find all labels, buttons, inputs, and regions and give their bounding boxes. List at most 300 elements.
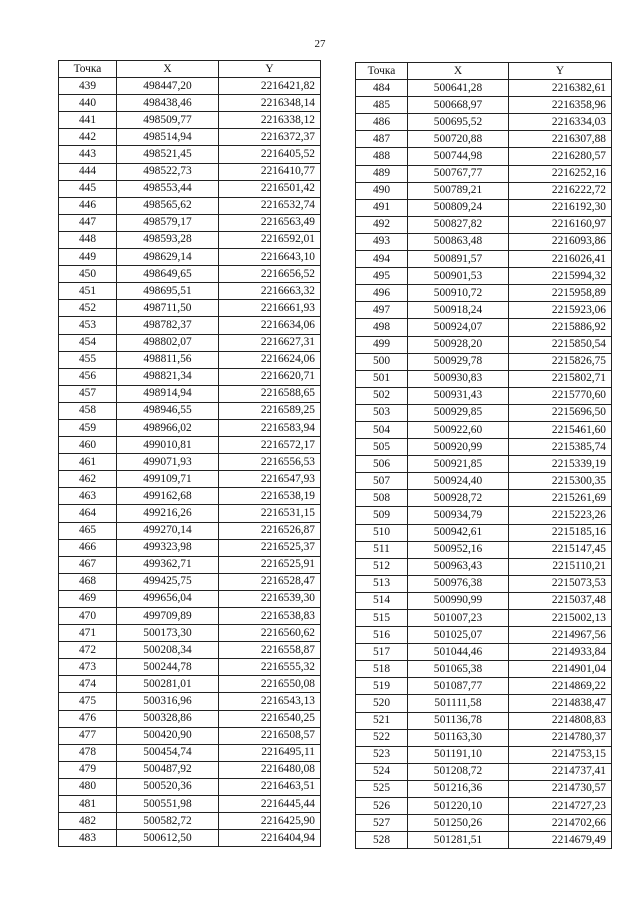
point-number: 496 — [356, 285, 408, 302]
table-row — [59, 95, 321, 112]
table-row — [356, 97, 612, 114]
table-row — [356, 268, 612, 285]
point-number: 490 — [356, 182, 408, 199]
table-row — [356, 131, 612, 148]
y-coordinate: 2216555,32 — [219, 659, 321, 676]
table-row — [59, 163, 321, 180]
table-row — [59, 608, 321, 625]
table-row — [356, 592, 612, 609]
x-coordinate: 500420,90 — [117, 727, 219, 744]
point-number: 492 — [356, 216, 408, 233]
point-number: 443 — [59, 146, 117, 163]
page-number: 27 — [314, 38, 326, 50]
table-row — [59, 659, 321, 676]
table-row — [356, 610, 612, 627]
y-coordinate: 2216583,94 — [219, 419, 321, 436]
table-row — [356, 490, 612, 507]
y-coordinate: 2215073,53 — [509, 575, 612, 592]
x-coordinate: 500928,20 — [408, 336, 509, 353]
table-row — [59, 590, 321, 607]
table-row — [356, 439, 612, 456]
point-number: 472 — [59, 642, 117, 659]
point-number: 440 — [59, 95, 117, 112]
point-number: 462 — [59, 471, 117, 488]
point-number: 509 — [356, 507, 408, 524]
table-row — [356, 80, 612, 97]
table-row — [59, 830, 321, 847]
table-row — [356, 456, 612, 473]
point-number: 454 — [59, 334, 117, 351]
table-row — [356, 832, 612, 849]
y-coordinate: 2214737,41 — [509, 763, 612, 780]
x-coordinate: 498565,62 — [117, 197, 219, 214]
table-row — [59, 385, 321, 402]
table-row — [356, 575, 612, 592]
table-row — [59, 454, 321, 471]
table-row — [59, 78, 321, 95]
x-coordinate: 500487,92 — [117, 761, 219, 778]
y-coordinate: 2216634,06 — [219, 317, 321, 334]
point-number: 519 — [356, 678, 408, 695]
table-row — [59, 727, 321, 744]
x-coordinate: 498438,46 — [117, 95, 219, 112]
table-header-row — [356, 63, 612, 80]
x-coordinate: 500328,86 — [117, 710, 219, 727]
y-coordinate: 2214702,66 — [509, 815, 612, 832]
y-coordinate: 2216382,61 — [509, 80, 612, 97]
x-coordinate: 500520,36 — [117, 778, 219, 795]
x-coordinate: 501136,78 — [408, 712, 509, 729]
point-number: 464 — [59, 505, 117, 522]
y-coordinate: 2216624,06 — [219, 351, 321, 368]
x-coordinate: 501208,72 — [408, 763, 509, 780]
y-coordinate: 2216538,83 — [219, 608, 321, 625]
y-coordinate: 2216405,52 — [219, 146, 321, 163]
point-number: 452 — [59, 300, 117, 317]
x-coordinate: 498782,37 — [117, 317, 219, 334]
point-number: 450 — [59, 266, 117, 283]
x-coordinate: 499162,68 — [117, 488, 219, 505]
x-coordinate: 501250,26 — [408, 815, 509, 832]
table-row — [356, 558, 612, 575]
header-point: Точка — [356, 63, 408, 80]
point-number: 510 — [356, 524, 408, 541]
x-coordinate: 498447,20 — [117, 78, 219, 95]
x-coordinate: 498521,45 — [117, 146, 219, 163]
y-coordinate: 2216528,47 — [219, 573, 321, 590]
table-row — [356, 251, 612, 268]
table-row — [356, 473, 612, 490]
y-coordinate: 2215339,19 — [509, 456, 612, 473]
y-coordinate: 2216252,16 — [509, 165, 612, 182]
y-coordinate: 2216572,17 — [219, 437, 321, 454]
table-row — [356, 763, 612, 780]
point-number: 455 — [59, 351, 117, 368]
point-number: 493 — [356, 233, 408, 250]
point-number: 453 — [59, 317, 117, 334]
table-row — [59, 180, 321, 197]
x-coordinate: 500551,98 — [117, 796, 219, 813]
table-row — [59, 300, 321, 317]
x-coordinate: 499709,89 — [117, 608, 219, 625]
y-coordinate: 2216656,52 — [219, 266, 321, 283]
y-coordinate: 2214808,83 — [509, 712, 612, 729]
table-row — [59, 214, 321, 231]
table-row — [356, 233, 612, 250]
x-coordinate: 501163,30 — [408, 729, 509, 746]
point-number: 484 — [356, 80, 408, 97]
y-coordinate: 2216588,65 — [219, 385, 321, 402]
table-row — [59, 334, 321, 351]
y-coordinate: 2216547,93 — [219, 471, 321, 488]
point-number: 471 — [59, 625, 117, 642]
x-coordinate: 498593,28 — [117, 231, 219, 248]
x-coordinate: 498811,56 — [117, 351, 219, 368]
y-coordinate: 2214730,57 — [509, 780, 612, 797]
point-number: 506 — [356, 456, 408, 473]
table-row — [356, 148, 612, 165]
point-number: 489 — [356, 165, 408, 182]
y-coordinate: 2214838,47 — [509, 695, 612, 712]
x-coordinate: 499010,81 — [117, 437, 219, 454]
y-coordinate: 2216280,57 — [509, 148, 612, 165]
point-number: 441 — [59, 112, 117, 129]
y-coordinate: 2216501,42 — [219, 180, 321, 197]
point-number: 518 — [356, 661, 408, 678]
table-row — [59, 693, 321, 710]
table-row — [356, 644, 612, 661]
table-row — [356, 114, 612, 131]
y-coordinate: 2215037,48 — [509, 592, 612, 609]
x-coordinate: 498509,77 — [117, 112, 219, 129]
point-number: 517 — [356, 644, 408, 661]
x-coordinate: 498821,34 — [117, 368, 219, 385]
x-coordinate: 501065,38 — [408, 661, 509, 678]
table-row — [356, 421, 612, 438]
y-coordinate: 2216539,30 — [219, 590, 321, 607]
point-number: 494 — [356, 251, 408, 268]
y-coordinate: 2216620,71 — [219, 368, 321, 385]
point-number: 528 — [356, 832, 408, 849]
y-coordinate: 2215261,69 — [509, 490, 612, 507]
x-coordinate: 501087,77 — [408, 678, 509, 695]
x-coordinate: 500929,85 — [408, 404, 509, 421]
point-number: 516 — [356, 627, 408, 644]
point-number: 488 — [356, 148, 408, 165]
y-coordinate: 2216348,14 — [219, 95, 321, 112]
table-row — [356, 353, 612, 370]
table-row — [59, 471, 321, 488]
point-number: 451 — [59, 283, 117, 300]
x-coordinate: 500910,72 — [408, 285, 509, 302]
table-header-row — [59, 61, 321, 78]
y-coordinate: 2215300,35 — [509, 473, 612, 490]
y-coordinate: 2214901,04 — [509, 661, 612, 678]
point-number: 527 — [356, 815, 408, 832]
y-coordinate: 2216495,11 — [219, 744, 321, 761]
point-number: 458 — [59, 402, 117, 419]
y-coordinate: 2216661,93 — [219, 300, 321, 317]
y-coordinate: 2216525,37 — [219, 539, 321, 556]
x-coordinate: 500924,07 — [408, 319, 509, 336]
y-coordinate: 2215770,60 — [509, 387, 612, 404]
point-number: 478 — [59, 744, 117, 761]
point-number: 522 — [356, 729, 408, 746]
x-coordinate: 500244,78 — [117, 659, 219, 676]
y-coordinate: 2215223,26 — [509, 507, 612, 524]
y-coordinate: 2216425,90 — [219, 813, 321, 830]
coordinates-table-left — [58, 60, 321, 847]
y-coordinate: 2215002,13 — [509, 610, 612, 627]
x-coordinate: 501111,58 — [408, 695, 509, 712]
table-row — [356, 524, 612, 541]
table-row — [356, 370, 612, 387]
x-coordinate: 500582,72 — [117, 813, 219, 830]
y-coordinate: 2215385,74 — [509, 439, 612, 456]
x-coordinate: 500316,96 — [117, 693, 219, 710]
point-number: 445 — [59, 180, 117, 197]
x-coordinate: 500931,43 — [408, 387, 509, 404]
y-coordinate: 2215185,16 — [509, 524, 612, 541]
y-coordinate: 2216093,86 — [509, 233, 612, 250]
x-coordinate: 501044,46 — [408, 644, 509, 661]
y-coordinate: 2216558,87 — [219, 642, 321, 659]
x-coordinate: 501220,10 — [408, 798, 509, 815]
table-row — [59, 402, 321, 419]
y-coordinate: 2216222,72 — [509, 182, 612, 199]
point-number: 491 — [356, 199, 408, 216]
table-row — [356, 661, 612, 678]
y-coordinate: 2216643,10 — [219, 249, 321, 266]
y-coordinate: 2216192,30 — [509, 199, 612, 216]
y-coordinate: 2216410,77 — [219, 163, 321, 180]
x-coordinate: 500454,74 — [117, 744, 219, 761]
x-coordinate: 499656,04 — [117, 590, 219, 607]
x-coordinate: 500641,28 — [408, 80, 509, 97]
header-x: X — [117, 61, 219, 78]
x-coordinate: 500924,40 — [408, 473, 509, 490]
x-coordinate: 500695,52 — [408, 114, 509, 131]
y-coordinate: 2216334,03 — [509, 114, 612, 131]
x-coordinate: 498553,44 — [117, 180, 219, 197]
point-number: 513 — [356, 575, 408, 592]
point-number: 524 — [356, 763, 408, 780]
point-number: 481 — [59, 796, 117, 813]
x-coordinate: 500921,85 — [408, 456, 509, 473]
point-number: 475 — [59, 693, 117, 710]
point-number: 486 — [356, 114, 408, 131]
x-coordinate: 500281,01 — [117, 676, 219, 693]
table-row — [59, 505, 321, 522]
point-number: 495 — [356, 268, 408, 285]
point-number: 479 — [59, 761, 117, 778]
table-row — [59, 642, 321, 659]
header-x: X — [408, 63, 509, 80]
point-number: 498 — [356, 319, 408, 336]
x-coordinate: 500901,53 — [408, 268, 509, 285]
x-coordinate: 500934,79 — [408, 507, 509, 524]
y-coordinate: 2215802,71 — [509, 370, 612, 387]
y-coordinate: 2215850,54 — [509, 336, 612, 353]
table-row — [59, 761, 321, 778]
point-number: 470 — [59, 608, 117, 625]
point-number: 487 — [356, 131, 408, 148]
x-coordinate: 500208,34 — [117, 642, 219, 659]
y-coordinate: 2214753,15 — [509, 746, 612, 763]
y-coordinate: 2216421,82 — [219, 78, 321, 95]
table-row — [356, 746, 612, 763]
point-number: 508 — [356, 490, 408, 507]
table-row — [59, 556, 321, 573]
x-coordinate: 500952,16 — [408, 541, 509, 558]
coordinates-table-right — [355, 62, 612, 849]
point-number: 483 — [59, 830, 117, 847]
x-coordinate: 500744,98 — [408, 148, 509, 165]
y-coordinate: 2214727,23 — [509, 798, 612, 815]
table-row — [356, 404, 612, 421]
point-number: 449 — [59, 249, 117, 266]
point-number: 514 — [356, 592, 408, 609]
point-number: 499 — [356, 336, 408, 353]
table-row — [356, 815, 612, 832]
point-number: 505 — [356, 439, 408, 456]
x-coordinate: 498629,14 — [117, 249, 219, 266]
table-row — [356, 729, 612, 746]
table-row — [59, 710, 321, 727]
y-coordinate: 2216526,87 — [219, 522, 321, 539]
x-coordinate: 500173,30 — [117, 625, 219, 642]
x-coordinate: 499270,14 — [117, 522, 219, 539]
table-row — [59, 573, 321, 590]
y-coordinate: 2216404,94 — [219, 830, 321, 847]
y-coordinate: 2214933,84 — [509, 644, 612, 661]
x-coordinate: 500789,21 — [408, 182, 509, 199]
point-number: 460 — [59, 437, 117, 454]
x-coordinate: 498649,65 — [117, 266, 219, 283]
y-coordinate: 2216550,08 — [219, 676, 321, 693]
table-row — [59, 112, 321, 129]
x-coordinate: 499216,26 — [117, 505, 219, 522]
x-coordinate: 499323,98 — [117, 539, 219, 556]
point-number: 497 — [356, 302, 408, 319]
x-coordinate: 499109,71 — [117, 471, 219, 488]
y-coordinate: 2216589,25 — [219, 402, 321, 419]
y-coordinate: 2216026,41 — [509, 251, 612, 268]
y-coordinate: 2215461,60 — [509, 421, 612, 438]
x-coordinate: 498946,55 — [117, 402, 219, 419]
x-coordinate: 500668,97 — [408, 97, 509, 114]
point-number: 526 — [356, 798, 408, 815]
point-number: 500 — [356, 353, 408, 370]
point-number: 507 — [356, 473, 408, 490]
header-y: Y — [219, 61, 321, 78]
x-coordinate: 501007,23 — [408, 610, 509, 627]
point-number: 523 — [356, 746, 408, 763]
y-coordinate: 2214780,37 — [509, 729, 612, 746]
y-coordinate: 2215696,50 — [509, 404, 612, 421]
table-row — [356, 216, 612, 233]
header-point: Точка — [59, 61, 117, 78]
y-coordinate: 2215923,06 — [509, 302, 612, 319]
y-coordinate: 2215147,45 — [509, 541, 612, 558]
y-coordinate: 2216560,62 — [219, 625, 321, 642]
x-coordinate: 500767,77 — [408, 165, 509, 182]
point-number: 473 — [59, 659, 117, 676]
table-row — [356, 678, 612, 695]
x-coordinate: 500990,99 — [408, 592, 509, 609]
x-coordinate: 500827,82 — [408, 216, 509, 233]
point-number: 468 — [59, 573, 117, 590]
x-coordinate: 498711,50 — [117, 300, 219, 317]
point-number: 459 — [59, 419, 117, 436]
table-row — [59, 368, 321, 385]
x-coordinate: 500928,72 — [408, 490, 509, 507]
x-coordinate: 500891,57 — [408, 251, 509, 268]
y-coordinate: 2216543,13 — [219, 693, 321, 710]
x-coordinate: 500922,60 — [408, 421, 509, 438]
y-coordinate: 2216540,25 — [219, 710, 321, 727]
y-coordinate: 2216532,74 — [219, 197, 321, 214]
table-row — [59, 437, 321, 454]
y-coordinate: 2214679,49 — [509, 832, 612, 849]
x-coordinate: 500930,83 — [408, 370, 509, 387]
table-row — [356, 627, 612, 644]
y-coordinate: 2215826,75 — [509, 353, 612, 370]
table-row — [356, 695, 612, 712]
x-coordinate: 500963,43 — [408, 558, 509, 575]
x-coordinate: 500920,99 — [408, 439, 509, 456]
x-coordinate: 501191,10 — [408, 746, 509, 763]
point-number: 485 — [356, 97, 408, 114]
x-coordinate: 498579,17 — [117, 214, 219, 231]
table-row — [59, 317, 321, 334]
point-number: 466 — [59, 539, 117, 556]
point-number: 461 — [59, 454, 117, 471]
point-number: 477 — [59, 727, 117, 744]
table-row — [59, 266, 321, 283]
point-number: 463 — [59, 488, 117, 505]
x-coordinate: 498802,07 — [117, 334, 219, 351]
point-number: 480 — [59, 778, 117, 795]
point-number: 465 — [59, 522, 117, 539]
table-row — [356, 798, 612, 815]
x-coordinate: 498966,02 — [117, 419, 219, 436]
table-row — [59, 197, 321, 214]
x-coordinate: 500929,78 — [408, 353, 509, 370]
table-row — [59, 539, 321, 556]
y-coordinate: 2215958,89 — [509, 285, 612, 302]
y-coordinate: 2214869,22 — [509, 678, 612, 695]
x-coordinate: 498522,73 — [117, 163, 219, 180]
x-coordinate: 501281,51 — [408, 832, 509, 849]
y-coordinate: 2216358,96 — [509, 97, 612, 114]
table-row — [356, 541, 612, 558]
x-coordinate: 500942,61 — [408, 524, 509, 541]
table-row — [59, 796, 321, 813]
y-coordinate: 2216531,15 — [219, 505, 321, 522]
y-coordinate: 2216463,51 — [219, 778, 321, 795]
table-row — [356, 182, 612, 199]
table-row — [59, 625, 321, 642]
point-number: 447 — [59, 214, 117, 231]
table-row — [356, 336, 612, 353]
x-coordinate: 499362,71 — [117, 556, 219, 573]
table-row — [356, 387, 612, 404]
x-coordinate: 500918,24 — [408, 302, 509, 319]
x-coordinate: 500612,50 — [117, 830, 219, 847]
point-number: 521 — [356, 712, 408, 729]
point-number: 474 — [59, 676, 117, 693]
